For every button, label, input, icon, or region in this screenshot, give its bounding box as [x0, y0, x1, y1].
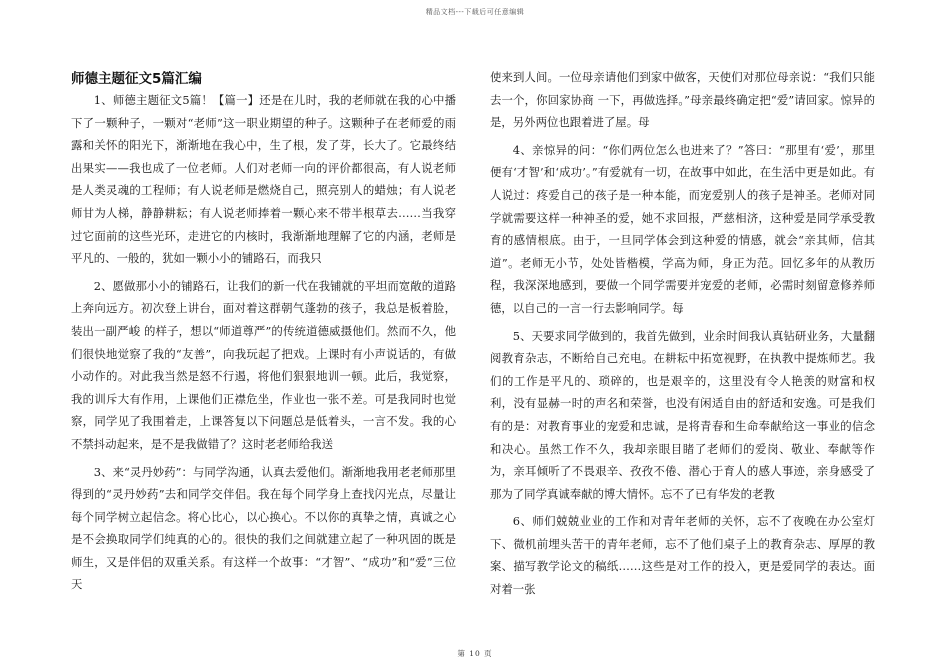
paragraph: 1、师德主题征文5篇！【篇一】还是在儿时，我的老师就在我的心中播下了一颗种子，一颗对“老师”这一职业期望的种子。这颗种子在老师爱的雨露和关怀的阳光下，渐渐地在我心中，生了根，发了芽，长大了。它最终结出果实——我也成了一位老师。人们对老师一向的评价都很高，有人说老师是人类灵魂的工程师；有人说老师是燃烧自己，照亮别人的蜡烛；有人说老师甘为人梯，静静耕耘；有人说老师捧着一颗心来不带半根草去……当我穿过它面前的这些光环，走进它的内核时，我渐渐地理解了它的内涵，老师是平凡的、一般的，犹如一颗小小的铺路石，而我只 — [71, 93, 456, 266]
page-number: 第 10 页 — [457, 649, 493, 658]
page-header: 精品文档---下载后可任意编辑 — [425, 8, 525, 16]
paragraph: 3、来“灵丹妙药”：与同学沟通，认真去爱他们。渐渐地我用老老师那里得到的“灵丹妙药”去和同学交伴侣。我在每个同学身上查找闪光点，尽量让每个同学树立起信念。将心比心，以心换心。不以你的真挚之情，真诚之心是不会换取同学们纯真的心的。很快的我们之间就建立起了一种巩固的既是师生，又是伴侣的双重关系。有这样一个故事：“才智”、“成功”和“爱”三位天 — [71, 464, 456, 592]
paragraph: 4、亲惊异的问：“你们两位怎么也进来了？”答曰：“那里有‘爱’，那里便有‘才智’和‘成功’。”有爱就有一切，在故事中如此，在生活中更是如此。有人说过：疼爱自己的孩子是一种本能，而宠爱别人的孩子是神圣。老师对同学就需要这样一种神圣的爱，她不求回报，严慈相济，这种爱是同学承受教育的感情根底。由于，一旦同学体会到这种爱的情感，就会“亲其师，信其道”。老师无小节，处处皆楷模，学高为师，身正为范。回忆多年的从教历程，我深深地感到，要做一个同学需要并宠爱的老师，必需时刻留意修养师德，以自己的一言一行去影响同学。每 — [490, 142, 875, 315]
paragraph: 使来到人间。一位母亲请他们到家中做客，天使们对那位母亲说：“我们只能去一个，你回家协商 一下，再做选择。”母亲最终确定把“爱”请回家。惊异的是，另外两位也跟着进了屋。母 — [490, 70, 875, 130]
left-column — [71, 89, 456, 596]
paragraph: 5、天要求同学做到的，我首先做到，业余时间我认真钻研业务，大量翻阅教育杂志，不断给自己充电。在耕耘中拓宽视野，在执教中提炼师艺。我们的工作是平凡的、琐碎的，也是艰辛的，这里没有令人艳羡的财富和权利，没有显赫一时的声名和荣誉，也没有闲适自由的舒适和安逸。可是我们有的是：对教育事业的宠爱和忠诚，是将青春和生命奉献给这一事业的信念和决心。虽然工作不久，我却亲眼目睹了老师们的爱岗、敬业、奉献等作为，亲耳倾听了不畏艰辛、孜孜不倦、潜心于育人的感人事迹，亲身感受了那为了同学真诚奉献的博大情怀。忘不了已有华发的老教 — [490, 328, 875, 501]
paragraph: 2、愿做那小小的铺路石，让我们的新一代在我铺就的平坦而宽敞的道路上奔向远方。初次登上讲台，面对着这群朝气蓬勃的孩子，我总是板着脸，装出一副严峻 的样子，想以“师道尊严”的传统道德威摄他们。然而不久，他们很快地觉察了我的“友善”，向我玩起了把戏。上课时有小声说话的，有做小动作的。对此我当然是怒不行遏，将他们狠狠地训一顿。此后，我觉察，我的训斥大有作用，上课他们正襟危坐，作业也一张不差。可是我同时也觉察，同学见了我围着走，上课答复以下问题总是低着头，一言不发。我的心不禁抖动起来，是不是我做错了？这时老老师给我送 — [71, 278, 456, 451]
paragraph: 6、师们兢兢业业的工作和对青年老师的关怀，忘不了夜晚在办公室灯下、微机前埋头苦干的青年老师，忘不了他们桌子上的教育杂志、厚厚的教案、描写教学论文的稿纸……这些是对工作的投入，更是爱同学的表达。面对着一张 — [490, 514, 875, 597]
right-column — [490, 66, 875, 601]
document-title: 师德主题征文5篇汇编 — [71, 71, 202, 87]
